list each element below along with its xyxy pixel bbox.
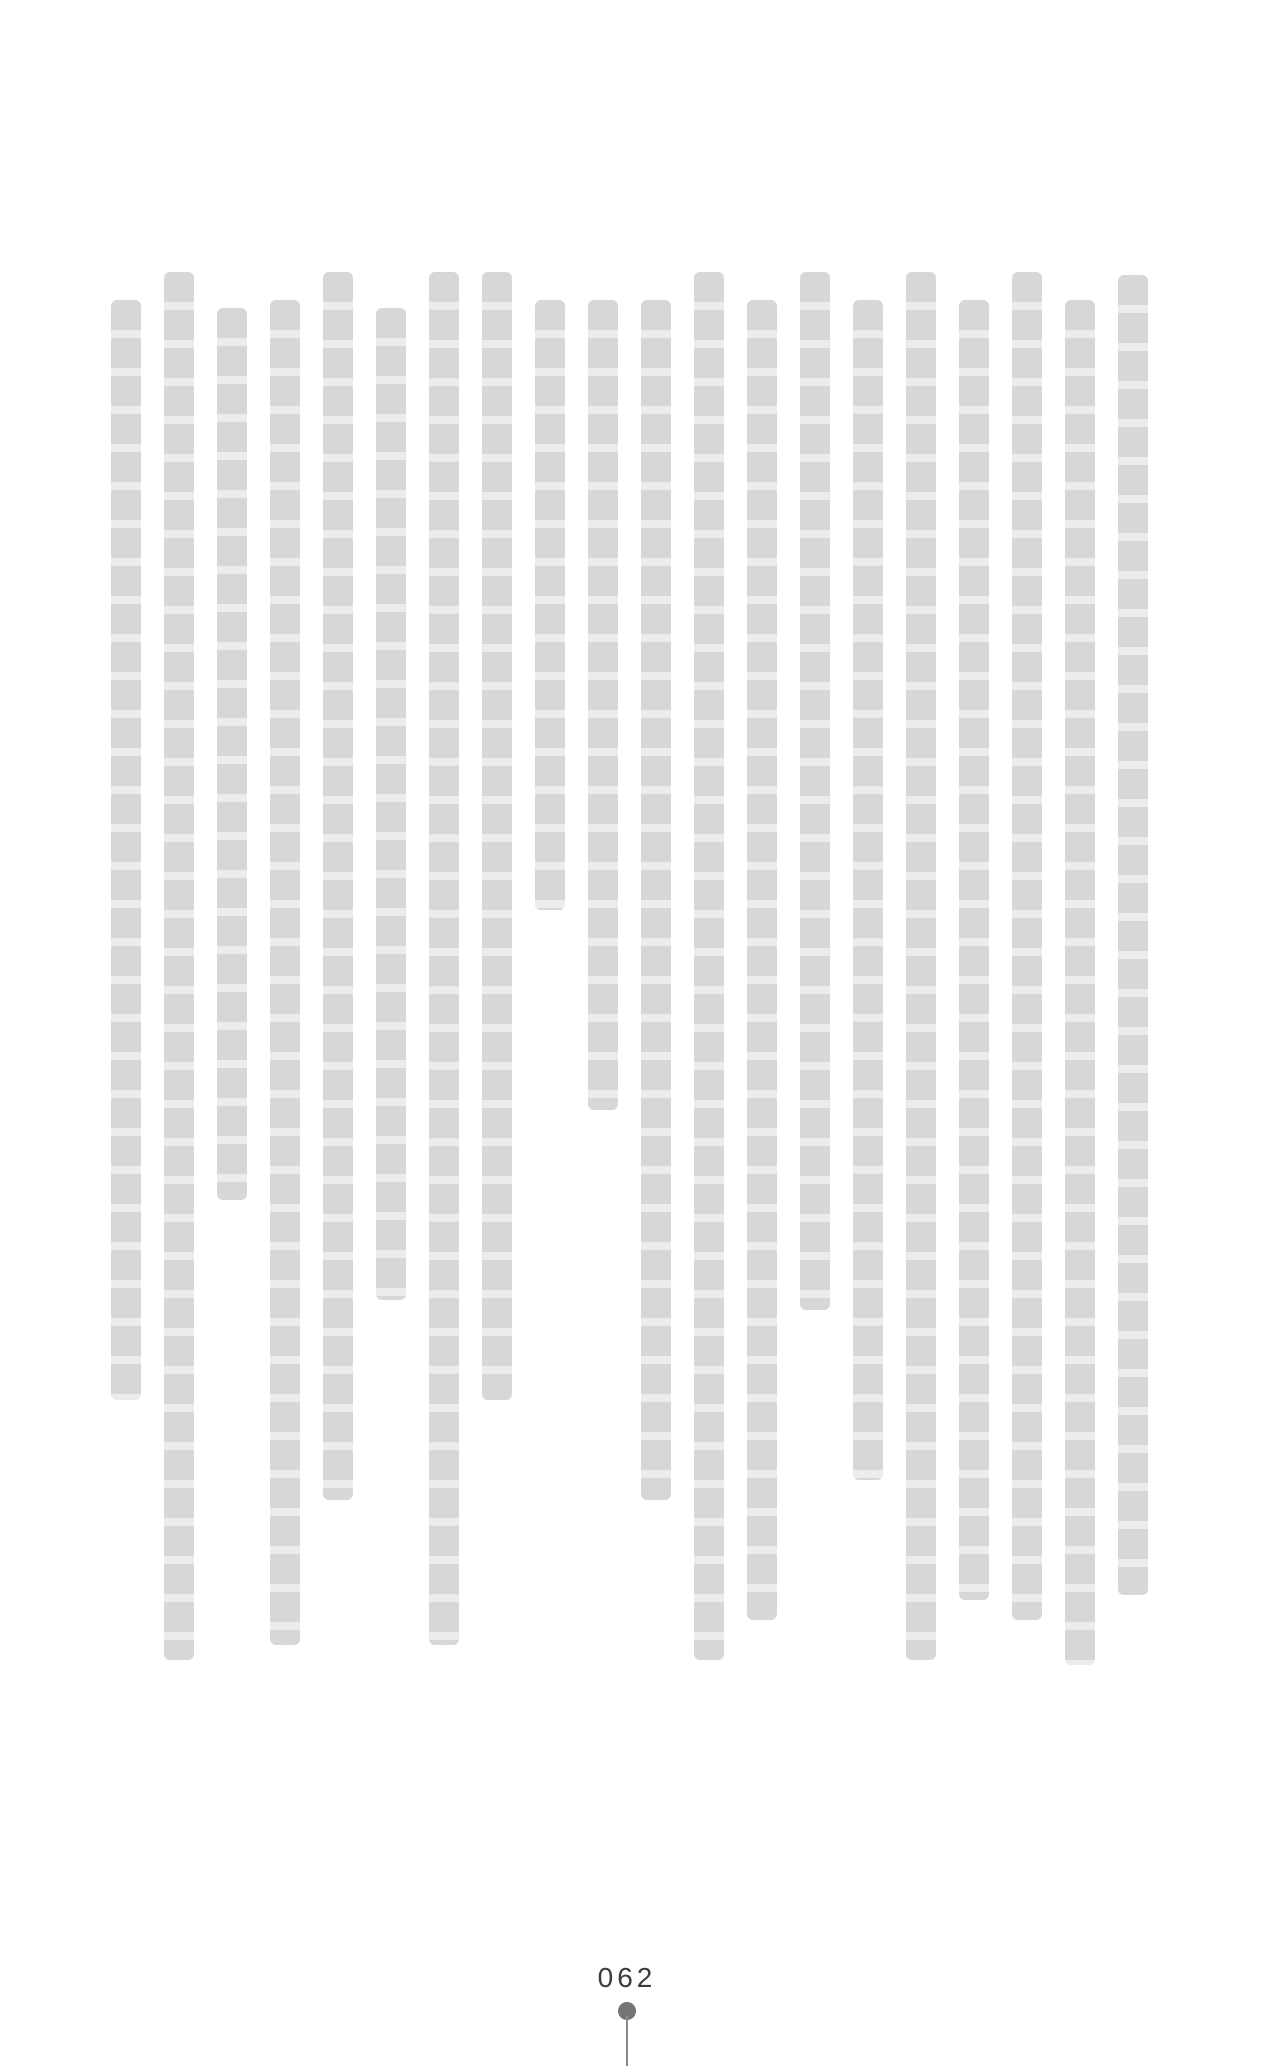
redacted-text-column — [588, 300, 618, 1110]
redacted-text-column — [217, 308, 247, 1200]
redacted-text-column — [535, 300, 565, 910]
redacted-text-column — [906, 272, 936, 1660]
redacted-text-column — [111, 300, 141, 1400]
redacted-text-column — [429, 272, 459, 1645]
redacted-text-column — [853, 300, 883, 1480]
redacted-text-column — [959, 300, 989, 1600]
redacted-text-column — [164, 272, 194, 1660]
redacted-text-column — [1065, 300, 1095, 1665]
redacted-text-column — [694, 272, 724, 1660]
page-number: 062 — [597, 1962, 657, 1993]
redacted-text-column — [323, 272, 353, 1500]
redacted-text-column — [270, 300, 300, 1645]
redacted-text-column — [376, 308, 406, 1300]
redacted-text-column — [641, 300, 671, 1500]
redacted-text-column — [1118, 275, 1148, 1595]
redacted-text-column — [747, 300, 777, 1620]
redacted-text-column — [1012, 272, 1042, 1620]
redacted-text-column — [482, 272, 512, 1400]
redacted-text-column — [800, 272, 830, 1310]
